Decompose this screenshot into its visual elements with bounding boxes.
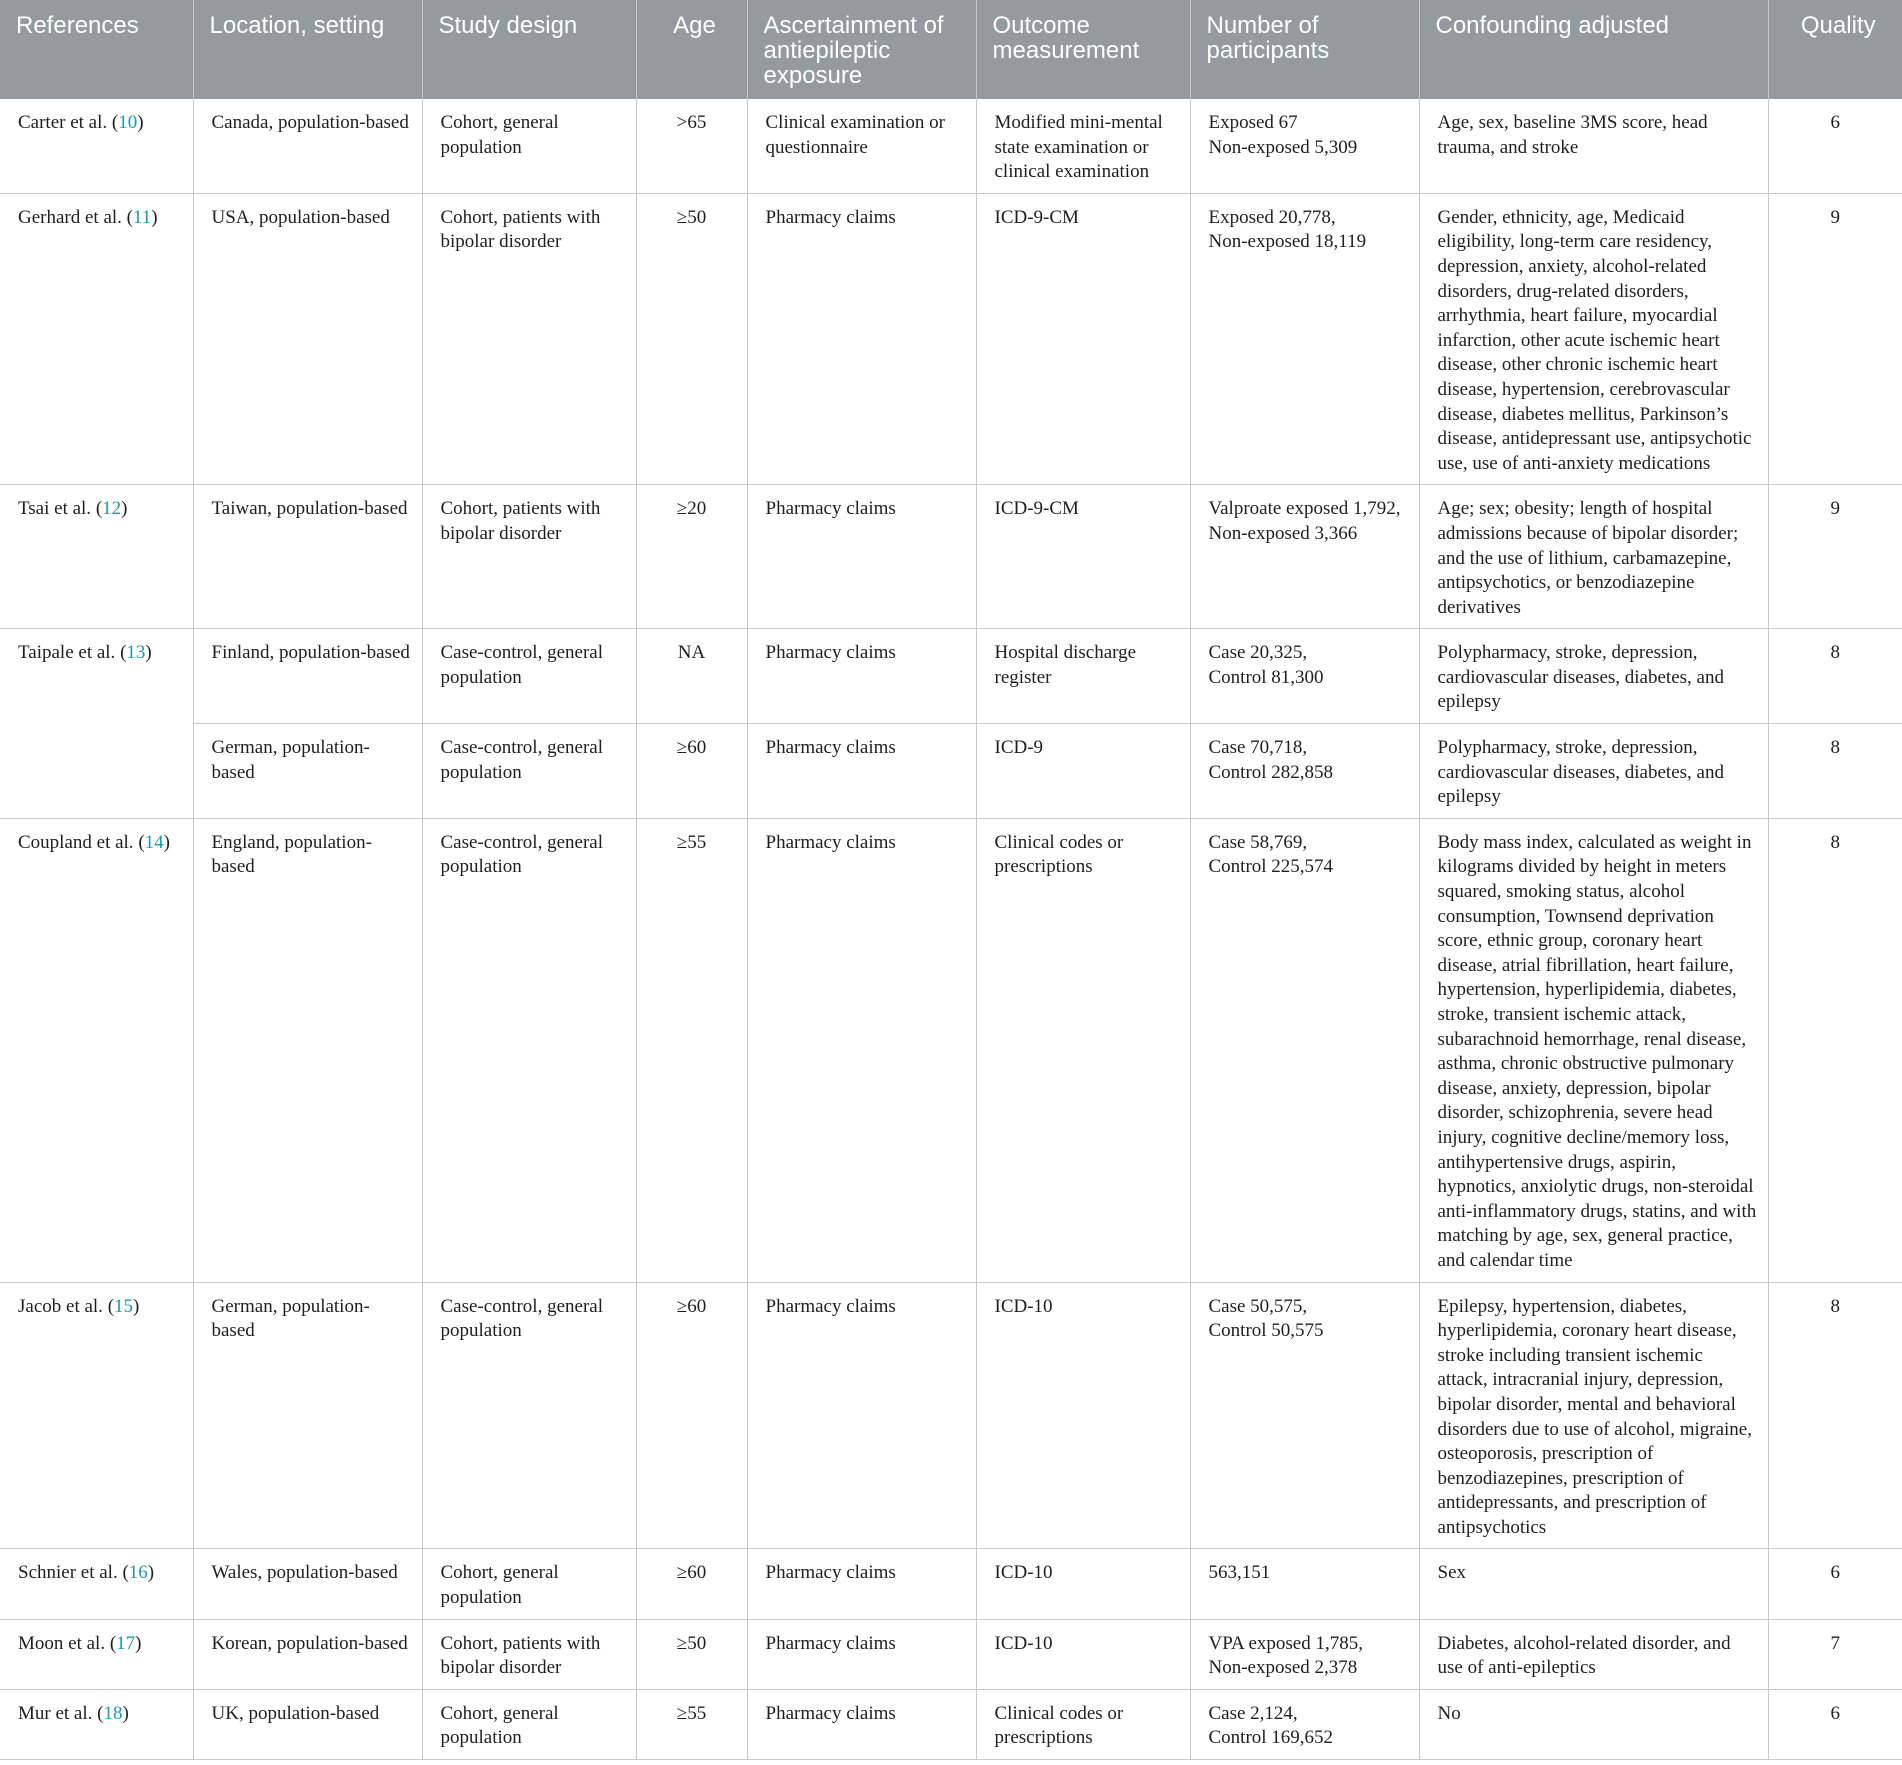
quality-cell: 6 bbox=[1768, 1549, 1902, 1619]
design-cell: Cohort, general population bbox=[422, 1549, 636, 1619]
quality-cell: 8 bbox=[1768, 724, 1902, 819]
confounding-cell: Age, sex, baseline 3MS score, head trauma, and stroke bbox=[1419, 99, 1768, 193]
participants-line-2: Control 169,652 bbox=[1208, 1727, 1334, 1749]
author-name: Coupland et al. bbox=[18, 831, 134, 853]
participants-line-1: Case 2,124, bbox=[1208, 1702, 1298, 1724]
participants-line-2: Control 282,858 bbox=[1208, 761, 1334, 783]
header-references: References bbox=[0, 0, 193, 99]
age-cell: ≥60 bbox=[636, 1549, 747, 1619]
design-cell: Cohort, patients with bipolar disorder bbox=[422, 485, 636, 629]
design-cell: Case-control, general population bbox=[422, 629, 636, 724]
citation-link[interactable]: 13 bbox=[126, 642, 146, 664]
participants-cell bbox=[1190, 193, 1419, 485]
exposure-cell: Pharmacy claims bbox=[747, 1689, 976, 1759]
age-cell: ≥55 bbox=[636, 818, 747, 1282]
header-row bbox=[0, 0, 1902, 99]
author-name: Jacob et al. bbox=[18, 1295, 103, 1317]
confounding-cell: Polypharmacy, stroke, depression, cardiovascular diseases, diabetes, and epilepsy bbox=[1419, 724, 1768, 819]
design-cell: Case-control, general population bbox=[422, 1282, 636, 1549]
participants-cell bbox=[1190, 1549, 1419, 1619]
author-name: Gerhard et al. bbox=[18, 206, 122, 228]
location-cell: USA, population-based bbox=[193, 193, 422, 485]
reference-cell: Gerhard et al. (11) bbox=[0, 193, 193, 485]
confounding-cell: Polypharmacy, stroke, depression, cardiovascular diseases, diabetes, and epilepsy bbox=[1419, 629, 1768, 724]
participants-line-1: Valproate exposed 1,792, bbox=[1208, 498, 1401, 520]
outcome-cell: Modified mini-mental state examination or clinical examination bbox=[976, 99, 1190, 193]
table-row bbox=[0, 629, 1902, 724]
outcome-cell: ICD-10 bbox=[976, 1549, 1190, 1619]
location-cell: Taiwan, population-based bbox=[193, 485, 422, 629]
age-cell: >65 bbox=[636, 99, 747, 193]
header-quality: Quality bbox=[1768, 0, 1902, 99]
confounding-cell: Epilepsy, hypertension, diabetes, hyperlipidemia, coronary heart disease, stroke including transient ischemic attack, intracranial injury, depression, bipolar disorder, mental and behavioral disorders due to use of alcohol, migraine, osteoporosis, prescription of benzodiazepines, prescription of antidepressants, and prescription of antipsychotics bbox=[1419, 1282, 1768, 1549]
age-cell: ≥55 bbox=[636, 1689, 747, 1759]
author-name: Schnier et al. bbox=[18, 1562, 118, 1584]
confounding-cell: No bbox=[1419, 1689, 1768, 1759]
author-name: Carter et al. bbox=[18, 112, 108, 133]
outcome-cell: Clinical codes or prescriptions bbox=[976, 818, 1190, 1282]
design-cell: Cohort, general population bbox=[422, 1689, 636, 1759]
citation-link[interactable]: 16 bbox=[128, 1562, 148, 1584]
participants-cell bbox=[1190, 1689, 1419, 1759]
citation-link[interactable]: 17 bbox=[116, 1632, 136, 1654]
table-row bbox=[0, 1282, 1902, 1549]
citation-link[interactable]: 12 bbox=[102, 498, 122, 520]
exposure-cell: Pharmacy claims bbox=[747, 629, 976, 724]
confounding-cell: Diabetes, alcohol-related disorder, and use of anti-epileptics bbox=[1419, 1619, 1768, 1689]
participants-cell bbox=[1190, 629, 1419, 724]
table-row bbox=[0, 1549, 1902, 1619]
table-row bbox=[0, 1619, 1902, 1689]
author-name: Tsai et al. bbox=[18, 498, 92, 520]
outcome-cell: ICD-9 bbox=[976, 724, 1190, 819]
reference-cell: Carter et al. (10) bbox=[0, 99, 193, 193]
participants-line-2: Non-exposed 18,119 bbox=[1208, 231, 1367, 253]
citation-link[interactable]: 15 bbox=[114, 1295, 134, 1317]
confounding-cell: Body mass index, calculated as weight in kilograms divided by height in meters squared, smoking status, alcohol consumption, Townsend deprivation score, ethnic group, coronary heart disease, atrial fibrillation, heart failure, hypertension, hyperlipidemia, diabetes, stroke, transient ischemic attack, subarachnoid hemorrhage, renal disease, asthma, chronic obstructive pulmonary disease, anxiety, depression, bipolar disorder, schizophrenia, severe head injury, cognitive decline/memory loss, antihypertensive drugs, aspirin, hypnotics, anxiolytic drugs, non-steroidal anti-inflammatory drugs, statins, and with matching by age, sex, general practice, and calendar time bbox=[1419, 818, 1768, 1282]
quality-cell: 9 bbox=[1768, 485, 1902, 629]
outcome-cell: ICD-10 bbox=[976, 1619, 1190, 1689]
quality-cell: 7 bbox=[1768, 1619, 1902, 1689]
participants-line-2: Control 225,574 bbox=[1208, 856, 1334, 878]
design-cell: Case-control, general population bbox=[422, 724, 636, 819]
design-cell: Case-control, general population bbox=[422, 818, 636, 1282]
reference-cell: Coupland et al. (14) bbox=[0, 818, 193, 1282]
table-row bbox=[0, 193, 1902, 485]
quality-cell: 8 bbox=[1768, 818, 1902, 1282]
reference-cell: Mur et al. (18) bbox=[0, 1689, 193, 1759]
participants-line-2: Control 81,300 bbox=[1208, 666, 1324, 688]
participants-line-2: Control 50,575 bbox=[1208, 1320, 1324, 1342]
participants-cell bbox=[1190, 1619, 1419, 1689]
exposure-cell: Pharmacy claims bbox=[747, 818, 976, 1282]
location-cell: Canada, population-based bbox=[193, 99, 422, 193]
reference-cell: Schnier et al. (16) bbox=[0, 1549, 193, 1619]
age-cell: ≥50 bbox=[636, 193, 747, 485]
outcome-cell: Clinical codes or prescriptions bbox=[976, 1689, 1190, 1759]
age-cell: NA bbox=[636, 629, 747, 724]
participants-line-2: Non-exposed 5,309 bbox=[1208, 136, 1358, 158]
participants-line-1: Case 20,325, bbox=[1208, 642, 1308, 664]
participants-line-1: Case 50,575, bbox=[1208, 1295, 1308, 1317]
age-cell: ≥60 bbox=[636, 1282, 747, 1549]
location-cell: UK, population-based bbox=[193, 1689, 422, 1759]
table-row bbox=[0, 1689, 1902, 1759]
participants-line-1: Exposed 20,778, bbox=[1208, 206, 1336, 228]
header-confounding: Confounding adjusted bbox=[1419, 0, 1768, 99]
author-name: Taipale et al. bbox=[18, 642, 116, 664]
participants-cell bbox=[1190, 99, 1419, 193]
quality-cell: 6 bbox=[1768, 1689, 1902, 1759]
quality-cell: 9 bbox=[1768, 193, 1902, 485]
exposure-cell: Clinical examination or questionnaire bbox=[747, 99, 976, 193]
outcome-cell: ICD-9-CM bbox=[976, 485, 1190, 629]
participants-cell bbox=[1190, 485, 1419, 629]
exposure-cell: Pharmacy claims bbox=[747, 485, 976, 629]
quality-cell: 6 bbox=[1768, 99, 1902, 193]
location-cell: German, population-based bbox=[193, 1282, 422, 1549]
citation-link[interactable]: 10 bbox=[118, 112, 138, 133]
exposure-cell: Pharmacy claims bbox=[747, 193, 976, 485]
table-row bbox=[0, 99, 1902, 193]
design-cell: Cohort, patients with bipolar disorder bbox=[422, 1619, 636, 1689]
table-row bbox=[0, 818, 1902, 1282]
header-age: Age bbox=[636, 0, 747, 99]
age-cell: ≥60 bbox=[636, 724, 747, 819]
location-cell: Finland, population-based bbox=[193, 629, 422, 724]
participants-line-1: Case 58,769, bbox=[1208, 831, 1308, 853]
exposure-cell: Pharmacy claims bbox=[747, 724, 976, 819]
reference-cell: Moon et al. (17) bbox=[0, 1619, 193, 1689]
participants-line-2: Non-exposed 3,366 bbox=[1208, 522, 1358, 544]
exposure-cell: Pharmacy claims bbox=[747, 1619, 976, 1689]
exposure-cell: Pharmacy claims bbox=[747, 1549, 976, 1619]
citation-link[interactable]: 11 bbox=[133, 206, 152, 228]
outcome-cell: ICD-9-CM bbox=[976, 193, 1190, 485]
reference-cell: Taipale et al. (13) bbox=[0, 629, 193, 819]
header-location: Location, setting bbox=[193, 0, 422, 99]
outcome-cell: ICD-10 bbox=[976, 1282, 1190, 1549]
citation-link[interactable]: 18 bbox=[103, 1702, 123, 1724]
author-name: Moon et al. bbox=[18, 1632, 106, 1654]
header-outcome: Outcome measurement bbox=[976, 0, 1190, 99]
location-cell: England, population-based bbox=[193, 818, 422, 1282]
confounding-cell: Sex bbox=[1419, 1549, 1768, 1619]
table-row bbox=[0, 485, 1902, 629]
confounding-cell: Gender, ethnicity, age, Medicaid eligibility, long-term care residency, depression, anxiety, alcohol-related disorders, drug-related disorders, arrhythmia, heart failure, myocardial infarction, other acute ischemic heart disease, other chronic ischemic heart disease, hypertension, cerebrovascular disease, diabetes mellitus, Parkinson’s disease, antidepressant use, antipsychotic use, use of anti-anxiety medications bbox=[1419, 193, 1768, 485]
header-design: Study design bbox=[422, 0, 636, 99]
participants-line-1: VPA exposed 1,785, bbox=[1208, 1632, 1363, 1654]
design-cell: Cohort, general population bbox=[422, 99, 636, 193]
participants-line-1: Case 70,718, bbox=[1208, 737, 1308, 759]
reference-cell: Jacob et al. (15) bbox=[0, 1282, 193, 1549]
reference-cell: Tsai et al. (12) bbox=[0, 485, 193, 629]
quality-cell: 8 bbox=[1768, 1282, 1902, 1549]
age-cell: ≥50 bbox=[636, 1619, 747, 1689]
table-row bbox=[0, 724, 1902, 819]
outcome-cell: Hospital discharge register bbox=[976, 629, 1190, 724]
participants-line-1: 563,151 bbox=[1208, 1562, 1271, 1584]
exposure-cell: Pharmacy claims bbox=[747, 1282, 976, 1549]
quality-cell: 8 bbox=[1768, 629, 1902, 724]
participants-cell bbox=[1190, 724, 1419, 819]
header-exposure: Ascertainment of antiepileptic exposure bbox=[747, 0, 976, 99]
location-cell: German, population-based bbox=[193, 724, 422, 819]
location-cell: Wales, population-based bbox=[193, 1549, 422, 1619]
author-name: Mur et al. bbox=[18, 1702, 93, 1724]
location-cell: Korean, population-based bbox=[193, 1619, 422, 1689]
age-cell: ≥20 bbox=[636, 485, 747, 629]
citation-link[interactable]: 14 bbox=[144, 831, 164, 853]
header-participants: Number of participants bbox=[1190, 0, 1419, 99]
participants-line-1: Exposed 67 bbox=[1208, 112, 1298, 133]
participants-cell bbox=[1190, 1282, 1419, 1549]
design-cell: Cohort, patients with bipolar disorder bbox=[422, 193, 636, 485]
participants-line-2: Non-exposed 2,378 bbox=[1208, 1657, 1358, 1679]
confounding-cell: Age; sex; obesity; length of hospital admissions because of bipolar disorder; and the use of lithium, carbamazepine, antipsychotics, or benzodiazepine derivatives bbox=[1419, 485, 1768, 629]
participants-cell bbox=[1190, 818, 1419, 1282]
